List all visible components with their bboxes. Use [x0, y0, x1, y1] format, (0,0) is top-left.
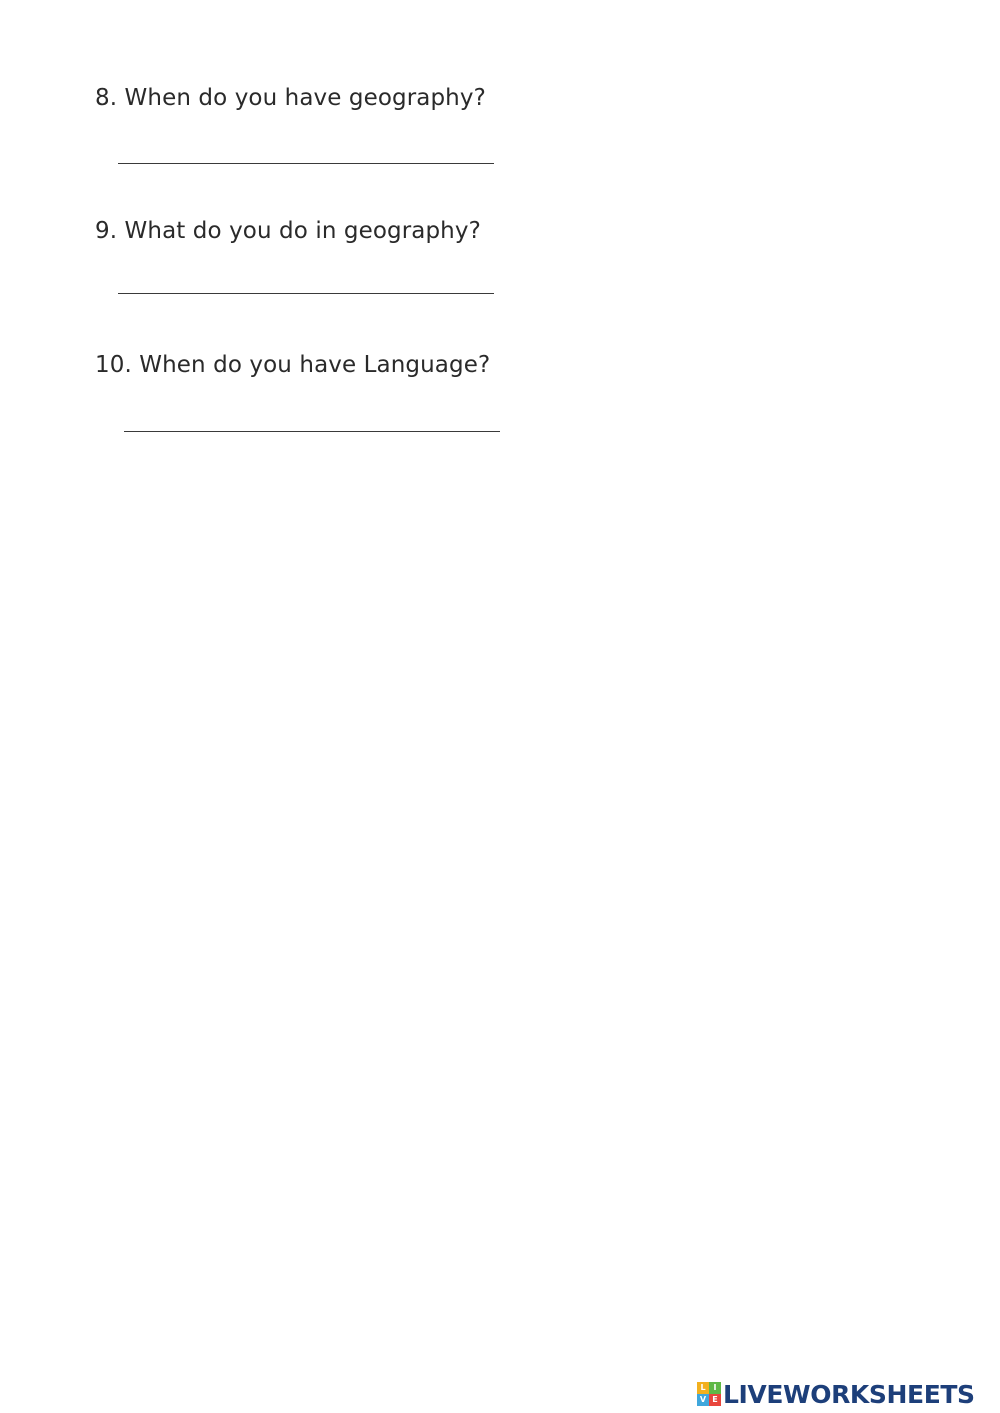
logo-letter-v: V — [697, 1394, 709, 1406]
liveworksheets-brand — [697, 1379, 975, 1409]
liveworksheets-logo-icon — [697, 1382, 721, 1406]
logo-letter-l: L — [697, 1382, 709, 1394]
answer-field-10[interactable] — [124, 401, 500, 431]
answer-line-8 — [118, 163, 494, 164]
brand-name: LIVEWORKSHEETS — [723, 1379, 975, 1409]
answer-line-10 — [124, 431, 500, 432]
question-8: 8. When do you have geography? — [95, 85, 486, 111]
answer-field-9[interactable] — [118, 263, 494, 293]
question-9: 9. What do you do in geography? — [95, 218, 481, 244]
question-10: 10. When do you have Language? — [95, 352, 491, 378]
logo-letter-i: I — [709, 1382, 721, 1394]
answer-field-8[interactable] — [118, 133, 494, 163]
logo-letter-e: E — [709, 1394, 721, 1406]
answer-line-9 — [118, 293, 494, 294]
